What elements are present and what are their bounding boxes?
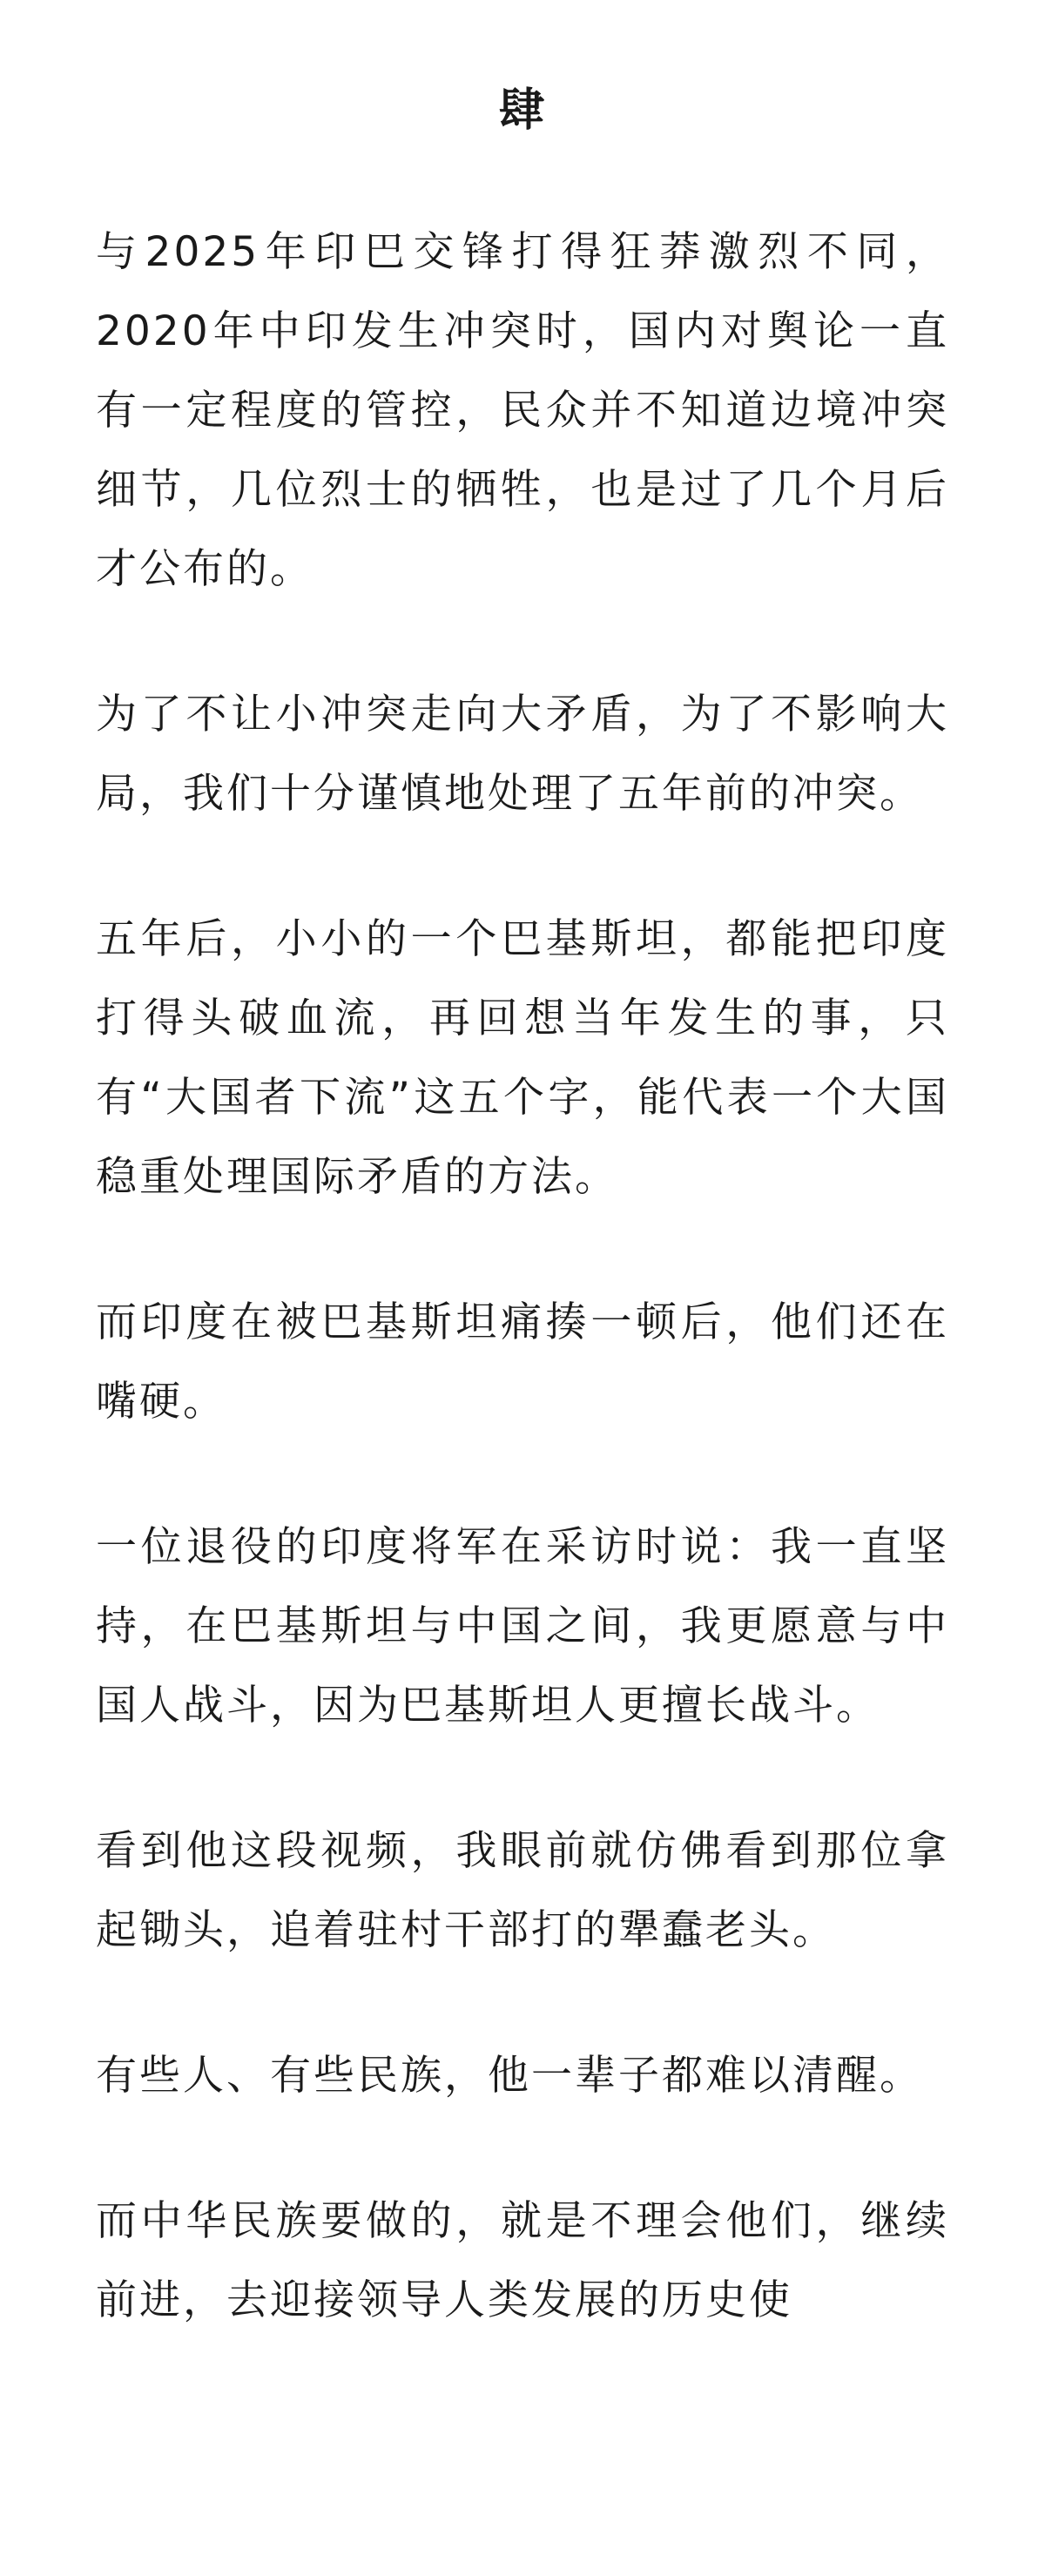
paragraph-3: 五年后，小小的一个巴基斯坦，都能把印度打得头破血流，再回想当年发生的事，只有“大国者下流”这五个字，能代表一个大国稳重处理国际矛盾的方法。 [96, 915, 949, 1201]
paragraph-7: 有些人、有些民族，他一辈子都难以清醒。 [96, 2052, 923, 2100]
paragraph-5: 一位退役的印度将军在采访时说：我一直坚持，在巴基斯坦与中国之间，我更愿意与中国人战斗，因为巴基斯坦人更擅长战斗。 [96, 1523, 949, 1730]
paragraph-4: 而印度在被巴基斯坦痛揍一顿后，他们还在嘴硬。 [96, 1298, 949, 1426]
paragraph-2: 为了不让小冲突走向大矛盾，为了不影响大局，我们十分谨慎地处理了五年前的冲突。 [96, 691, 949, 818]
paragraph-8: 而中华民族要做的，就是不理会他们，继续前进，去迎接领导人类发展的历史使 [96, 2197, 949, 2324]
paragraph-6: 看到他这段视频，我眼前就仿佛看到那位拿起锄头，追着驻村干部打的犟蠢老头。 [96, 1827, 949, 1954]
article-body [96, 0, 949, 2340]
paragraph-1: 与2025年印巴交锋打得狂莽激烈不同，2020年中印发生冲突时，国内对舆论一直有一定程度的管控，民众并不知道边境冲突细节，几位烈士的牺牲，也是过了几个月后才公布的。 [96, 228, 949, 593]
section-title: 肆 [498, 84, 546, 137]
